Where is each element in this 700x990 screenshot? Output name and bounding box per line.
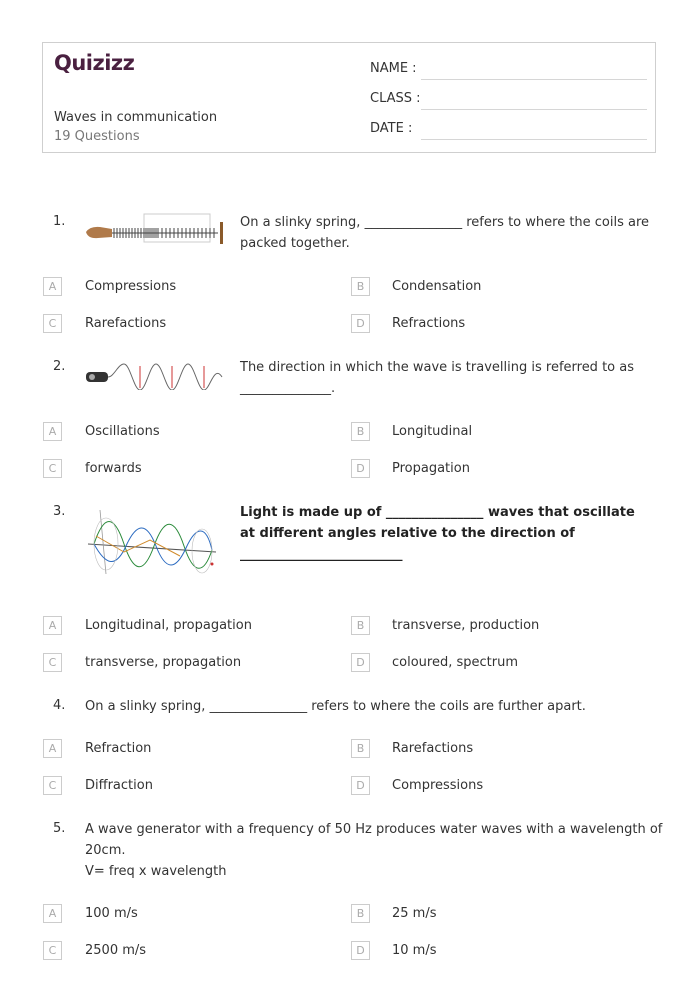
option-text[interactable]: Longitudinal, propagation — [85, 618, 252, 633]
option-letter[interactable]: D — [351, 459, 370, 478]
question-text: On a slinky spring, _______________ refers to where the coils are packed together. — [240, 215, 650, 251]
question-text: On a slinky spring, _______________ refers to where the coils are further apart. — [85, 699, 586, 714]
option-text[interactable]: 2500 m/s — [85, 943, 147, 958]
option-letter[interactable]: D — [351, 314, 370, 333]
question-number: 1. — [53, 214, 66, 229]
class-label: CLASS : — [370, 91, 421, 106]
option-text[interactable]: coloured, spectrum — [392, 655, 518, 670]
option-text[interactable]: Condensation — [392, 279, 482, 294]
option-letter[interactable]: C — [43, 459, 62, 478]
date-line — [421, 139, 647, 140]
option-letter[interactable]: B — [351, 616, 370, 635]
option-letter[interactable]: C — [43, 941, 62, 960]
option-text[interactable]: Diffraction — [85, 778, 153, 793]
question-number: 2. — [53, 359, 66, 374]
option-text[interactable]: Compressions — [392, 778, 484, 793]
question-number: 5. — [53, 821, 66, 836]
option-letter[interactable]: A — [43, 616, 62, 635]
worksheet-title: Waves in communication — [54, 110, 218, 125]
light-wave-image — [84, 506, 220, 578]
option-letter[interactable]: D — [351, 941, 370, 960]
date-label: DATE : — [370, 121, 413, 136]
option-text[interactable]: 100 m/s — [85, 906, 138, 921]
question-number: 4. — [53, 698, 66, 713]
transverse-wave-image — [84, 360, 226, 390]
question-text: Light is made up of _______________ waves that oscillate at different angles relative to the direction of _________________________ — [240, 505, 635, 562]
name-label: NAME : — [370, 61, 417, 76]
option-letter[interactable]: C — [43, 653, 62, 672]
option-letter[interactable]: B — [351, 422, 370, 441]
option-text[interactable]: 10 m/s — [392, 943, 437, 958]
option-text[interactable]: Rarefactions — [85, 316, 167, 331]
option-letter[interactable]: C — [43, 776, 62, 795]
option-text[interactable]: Refraction — [85, 741, 152, 756]
option-text[interactable]: Propagation — [392, 461, 470, 476]
option-letter[interactable]: B — [351, 277, 370, 296]
option-letter[interactable]: A — [43, 277, 62, 296]
option-letter[interactable]: D — [351, 776, 370, 795]
option-text[interactable]: Oscillations — [85, 424, 160, 439]
option-letter[interactable]: D — [351, 653, 370, 672]
option-letter[interactable]: A — [43, 422, 62, 441]
question-number: 3. — [53, 504, 66, 519]
worksheet-header — [42, 42, 656, 153]
option-text[interactable]: 25 m/s — [392, 906, 437, 921]
question-formula: V= freq x wavelength — [85, 864, 227, 879]
option-letter[interactable]: C — [43, 314, 62, 333]
option-text[interactable]: forwards — [85, 461, 142, 476]
class-line — [421, 109, 647, 110]
question-count: 19 Questions — [54, 129, 140, 144]
option-text[interactable]: Compressions — [85, 279, 177, 294]
option-text[interactable]: transverse, production — [392, 618, 540, 633]
option-text[interactable]: Refractions — [392, 316, 466, 331]
option-text[interactable]: Longitudinal — [392, 424, 473, 439]
name-line — [421, 79, 647, 80]
option-letter[interactable]: A — [43, 904, 62, 923]
option-text[interactable]: Rarefactions — [392, 741, 474, 756]
slinky-spring-image — [84, 212, 226, 246]
option-text[interactable]: transverse, propagation — [85, 655, 242, 670]
option-letter[interactable]: A — [43, 739, 62, 758]
quizizz-logo: Quizizz — [54, 51, 135, 75]
question-text: The direction in which the wave is travelling is referred to as ______________. — [240, 360, 634, 396]
question-text: A wave generator with a frequency of 50 Hz produces water waves with a wavelength of 20cm. — [85, 822, 663, 858]
option-letter[interactable]: B — [351, 739, 370, 758]
option-letter[interactable]: B — [351, 904, 370, 923]
